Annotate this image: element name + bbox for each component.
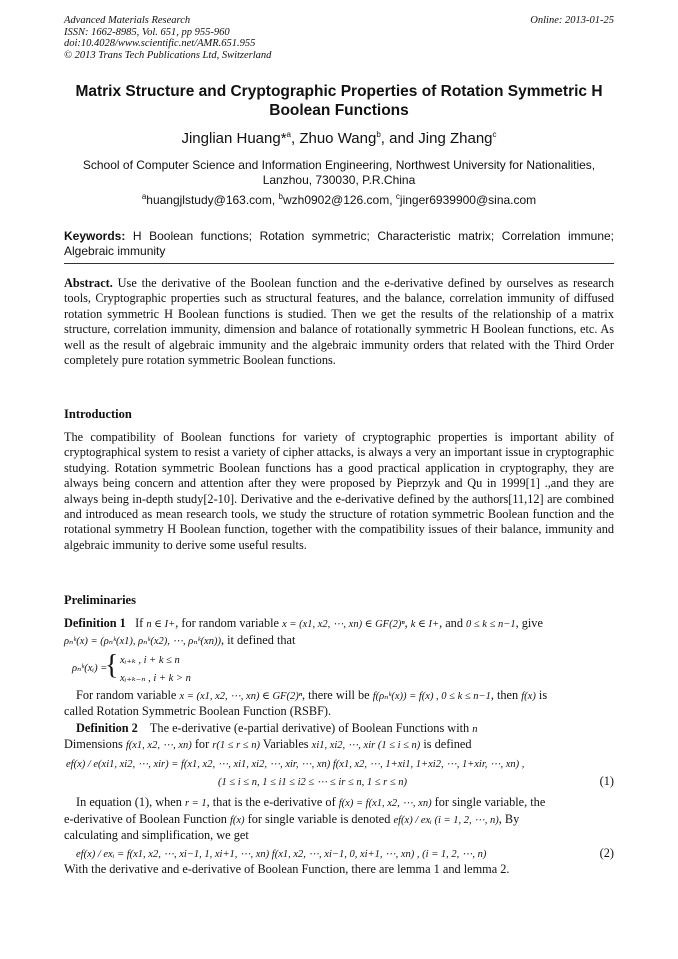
journal-name: Advanced Materials Research	[64, 15, 191, 26]
abstract	[64, 276, 614, 368]
author-3: , and Jing Zhang	[380, 130, 493, 147]
math-rho-definition: ρₙᵏ(x) = (ρₙᵏ(x1), ρₙᵏ(x2), ⋯, ρₙᵏ(xn))	[64, 636, 221, 647]
equation-1-line-1	[66, 756, 614, 772]
text-run: for	[194, 737, 210, 751]
issn-line: ISSN: 1662-8985, Vol. 651, pp 955-960	[64, 26, 230, 38]
text-run: In equation (1), when	[76, 795, 182, 809]
math-x-vector: x = (x1, x2, ⋯, xn) ∈ GF(2)ⁿ	[179, 691, 303, 702]
text-run: for single variable is denoted	[247, 812, 391, 826]
divider	[64, 263, 614, 264]
math-case-1: xᵢ₊ₖ , i + k ≤ n	[120, 655, 180, 666]
online-date: Online: 2013-01-25	[530, 15, 614, 26]
rsbf-line-1	[76, 688, 614, 704]
equation-2	[76, 846, 546, 862]
keywords-label: Keywords:	[64, 229, 126, 243]
author-2: , Zhuo Wang	[291, 130, 377, 147]
math-f-of-x: f(x) = f(x1, x2, ⋯, xn)	[338, 798, 432, 809]
math-e-derivative: ef(x) / e(xi1, xi2, ⋯, xir) = f(x1, x2, ⋯, xi1, xi2, ⋯, xir, ⋯, xn) f(x1, x2, ⋯, 1+xi1, 1+xi2, ⋯, 1+xir, ⋯, xn) ,	[66, 759, 525, 770]
text-run: For random variable	[76, 688, 177, 702]
definition-1-line-1	[64, 616, 614, 632]
text-run: is	[538, 688, 548, 702]
author-1: Jinglian Huang*	[181, 130, 287, 147]
author-2-sup: b	[376, 130, 381, 139]
keywords-text: H Boolean functions; Rotation symmetric; Characteristic matrix; Correlation immune; Algebraic immunity	[64, 229, 614, 258]
eq-discussion-line-2	[64, 812, 614, 828]
math-k-range: 0 ≤ k ≤ n−1	[466, 619, 516, 630]
text-run: Dimensions	[64, 737, 123, 751]
math-r-equals-1: r = 1	[184, 798, 207, 809]
math-fx: f(x)	[229, 815, 245, 826]
text-run: , it defined that	[220, 633, 296, 647]
author-list	[58, 130, 620, 147]
text-run: for single variable, the	[434, 795, 546, 809]
math-r-range: r(1 ≤ r ≤ n)	[212, 740, 260, 751]
math-rotation-invariance: f(ρₙᵏ(x)) = f(x) , 0 ≤ k ≤ n−1	[372, 691, 491, 702]
text-run: , and	[439, 616, 463, 630]
email-2[interactable]: wzh0902@126.com,	[282, 193, 396, 207]
math-single-variable-derivative: ef(x) / exᵢ (i = 1, 2, ⋯, n)	[393, 815, 499, 826]
closing-sentence: With the derivative and e-derivative of Boolean Function, there are lemma 1 and lemma 2.	[64, 862, 510, 876]
author-1-sup: a	[286, 130, 291, 139]
math-variables: xi1, xi2, ⋯, xir (1 ≤ i ≤ n)	[311, 740, 421, 751]
introduction-text: The compatibility of Boolean functions for variety of cryptographic properties is important ability of cryptographical system to resist a variety of cipher attacks, is always a very an important issue in cryptographic studying. Rotation symmetric Boolean functions has a good practical application in cryptography, they are always being concern and attention after they were proposed by Pieprzyk and Qu in 1999[1] .,and they are always being in-depth study[2-10]. Derivative and the e-derivative defined by the authors[11,12] are combined and introduced as mean research tools, we study the structure of rotation symmetric Boolean function and the rotational symmetry H Boolean function, together with the compatibility issues of their balance, immunity and algebraic immunity to derive some useful results.	[64, 430, 614, 552]
case-lhs	[72, 660, 107, 676]
text-run: , for random variable	[175, 616, 280, 630]
rsbf-line-2: called Rotation Symmetric Boolean Function (RSBF).	[64, 704, 332, 718]
math-x-vector: x = (x1, x2, ⋯, xn) ∈ GF(2)ⁿ	[282, 619, 405, 630]
definition-1-line-2	[64, 633, 614, 649]
definition-2-line-1	[76, 721, 614, 737]
math-index-conditions: (1 ≤ i ≤ n, 1 ≤ i1 ≤ i2 ≤ ⋯ ≤ ir ≤ n, 1 ≤ r ≤ n)	[218, 777, 407, 788]
equation-1-line-2	[218, 774, 407, 790]
introduction-heading: Introduction	[64, 407, 132, 421]
math-rho-xi: ρₙᵏ(xᵢ) =	[72, 663, 108, 674]
case-2	[120, 670, 191, 686]
equation-2-number: (2)	[599, 846, 614, 860]
definition-2-label: Definition 2	[76, 721, 138, 735]
text-run: , there will be	[302, 688, 370, 702]
text-run: If	[135, 616, 144, 630]
text-run: ,	[404, 616, 408, 630]
eq-discussion-line-1	[76, 795, 614, 811]
doi-line: doi:10.4028/www.scientific.net/AMR.651.955	[64, 38, 256, 49]
math-n-in-i: n ∈ I+	[146, 619, 176, 630]
case-brace: {	[105, 650, 119, 681]
text-run: Variables	[262, 737, 309, 751]
copyright-line: © 2013 Trans Tech Publications Ltd, Switzerland	[64, 49, 272, 61]
journal-header	[64, 15, 271, 61]
text-run: , By	[498, 812, 520, 826]
math-equation-2: ef(x) / exᵢ = f(x1, x2, ⋯, xi−1, 1, xi+1, ⋯, xn) f(x1, x2, ⋯, xi−1, 0, xi+1, ⋯, xn) , (i = 1, 2, ⋯, n)	[76, 849, 487, 860]
math-fx: f(x)	[521, 691, 536, 702]
abstract-text: Use the derivative of the Boolean function and the e-derivative defined by ourselves as research tools, Cryptographic properties such as structural features, and the balance, correlation immunity of diffused rotation symmetric H Boolean functions is studied. Then we get the results of the relationship of a matrix structure, correlation immunity, dimension and balance of rotationally symmetric H Boolean functions, etc. As well as the result of algebraic immunity and the algebraic immunity orders that related with the Third Order completely pure rotation symmetric Boolean functions.	[64, 276, 614, 368]
eq-discussion-line-3: calculating and simplification, we get	[64, 828, 249, 842]
preliminaries-heading: Preliminaries	[64, 593, 136, 607]
email-1[interactable]: huangjlstudy@163.com,	[146, 193, 279, 207]
text-run: , give	[515, 616, 543, 630]
equation-1-number: (1)	[599, 774, 614, 788]
abstract-label: Abstract.	[64, 276, 113, 290]
text-run: e-derivative of Boolean Function	[64, 812, 227, 826]
email-1-sup: a	[141, 192, 147, 201]
definition-2-line-2	[64, 737, 614, 753]
email-list	[58, 193, 620, 207]
math-case-2: xᵢ₊ₖ₋ₙ , i + k > n	[120, 673, 191, 684]
math-k-in-i: k ∈ I+	[410, 619, 440, 630]
email-2-sup: b	[278, 192, 283, 201]
math-f-of-x: f(x1, x2, ⋯, xn)	[125, 740, 192, 751]
definition-1-label: Definition 1	[64, 616, 126, 630]
text-run: , then	[490, 688, 519, 702]
text-run: is defined	[423, 737, 472, 751]
keywords	[64, 229, 614, 259]
text-run: The e-derivative (e-partial derivative) of Boolean Functions with	[149, 721, 470, 735]
case-1	[120, 652, 180, 668]
email-3-sup: c	[395, 192, 400, 201]
email-3[interactable]: jinger6939900@sina.com	[399, 193, 537, 207]
math-n: n	[472, 724, 478, 735]
text-run: , that is the e-derivative of	[206, 795, 336, 809]
author-3-sup: c	[492, 130, 497, 139]
paper-title: Matrix Structure and Cryptographic Properties of Rotation Symmetric H Boolean Functions	[75, 83, 603, 119]
affiliation: School of Computer Science and Information Engineering, Northwest University for Nationalities, Lanzhou, 730030, P.R.China	[82, 158, 596, 187]
